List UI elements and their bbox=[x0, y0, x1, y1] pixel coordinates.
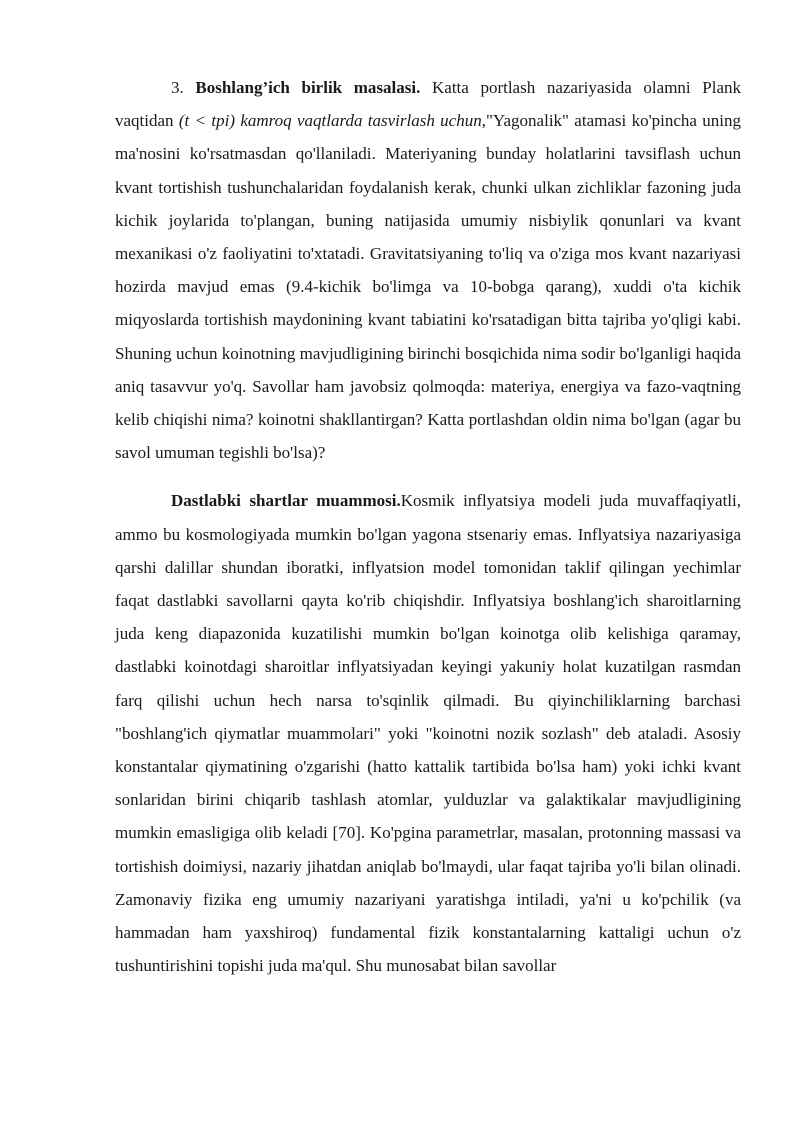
document-page bbox=[115, 71, 741, 982]
section-heading-initial-conditions: Dastlabki shartlar muammosi. bbox=[171, 491, 401, 511]
paragraph-text: "Yagonalik" atamasi ko'pincha uning ma'nosini ko'rsatmasdan qo'llaniladi. Materiyaning bunday holatlarini tavsiflash uchun kvant tortishish tushunchalaridan foydalanish kerak, chunki ulkan zichliklar fazoning juda kichik joylarida to'plangan, buning natijasida umumiy nisbiylik qonunlari va kvant mexanikasi o'z faoliyatini to'xtatadi. Gravitatsiyaning to'liq va o'ziga mos kvant nazariyasi hozirda mavjud emas (9.4-kichik bo'limga va 10-bobga qarang), xuddi o'ta kichik miqyoslarda tortishish maydonining kvant tabiatini ko'rsatadigan bitta tajriba yo'qligi kabi. Shuning uchun koinotning mavjudligining birinchi bosqichida nima sodir bo'lganligi haqida aniq tasavvur yo'q. Savollar ham javobsiz qolmoqda: materiya, energiya va fazo-vaqtning kelib chiqishi nima? koinotni shakllantirgan? Katta portlashdan oldin nima bo'lgan (agar bu savol umuman tegishli bo'lsa)? bbox=[115, 111, 741, 463]
section-heading-singularity: Boshlang’ich birlik masalasi. bbox=[195, 78, 421, 97]
paragraph-text: Katta portlash nazariyasida olamni Plank vaqtidan bbox=[115, 78, 742, 131]
italic-phrase: (t < tpi) kamroq vaqtlarda tasvirlash uchun, bbox=[178, 111, 486, 131]
paragraph-singularity bbox=[115, 71, 741, 469]
paragraph-initial-conditions bbox=[115, 484, 741, 982]
paragraph-text: Kosmik inflyatsiya modeli juda muvaffaqiyatli, ammo bu kosmologiyada mumkin bo'lgan yagona stsenariy emas. Inflyatsiya nazariyasiga qarshi dalillar shundan iboratki, inflyatsion model tomonidan taklif qilingan yechimlar faqat dastlabki savollarni qayta ko'rib chiqishdir. Inflyatsiya boshlang'ich sharoitlarning juda keng diapazonida kuzatilishi mumkin bo'lgan koinotga olib kelishiga qaramay, dastlabki koinotdagi sharoitlar inflyatsiyadan keyingi yakuniy holat kuzatilgan rasmdan farq qilishi uchun hech narsa to'sqinlik qilmadi. Bu qiyinchiliklarning barchasi "boshlang'ich qiymatlar muammolari" yoki "koinotni nozik sozlash" deb ataladi. Asosiy konstantalar qiymatining o'zgarishi (hatto kattalik tartibida bo'lsa ham) yoki ichki kvant sonlaridan birini chiqarib tashlash atomlar, yulduzlar va galaktikalar mavjudligining mumkin emasligiga olib keladi [70]. Ko'pgina parametrlar, masalan, protonning massasi va tortishish doimiysi, nazariy jihatdan aniqlab bo'lmaydi, ular faqat tajriba yo'li bilan olinadi. Zamonaviy fizika eng umumiy nazariyani yaratishga intiladi, ya'ni u ko'pchilik (va hammadan ham yaxshiroq) fundamental fizik konstantalarning kattaligi uchun o'z tushuntirishini topishi juda ma'qul. Shu munosabat bilan savollar bbox=[115, 491, 741, 976]
section-number: 3. bbox=[171, 78, 196, 97]
